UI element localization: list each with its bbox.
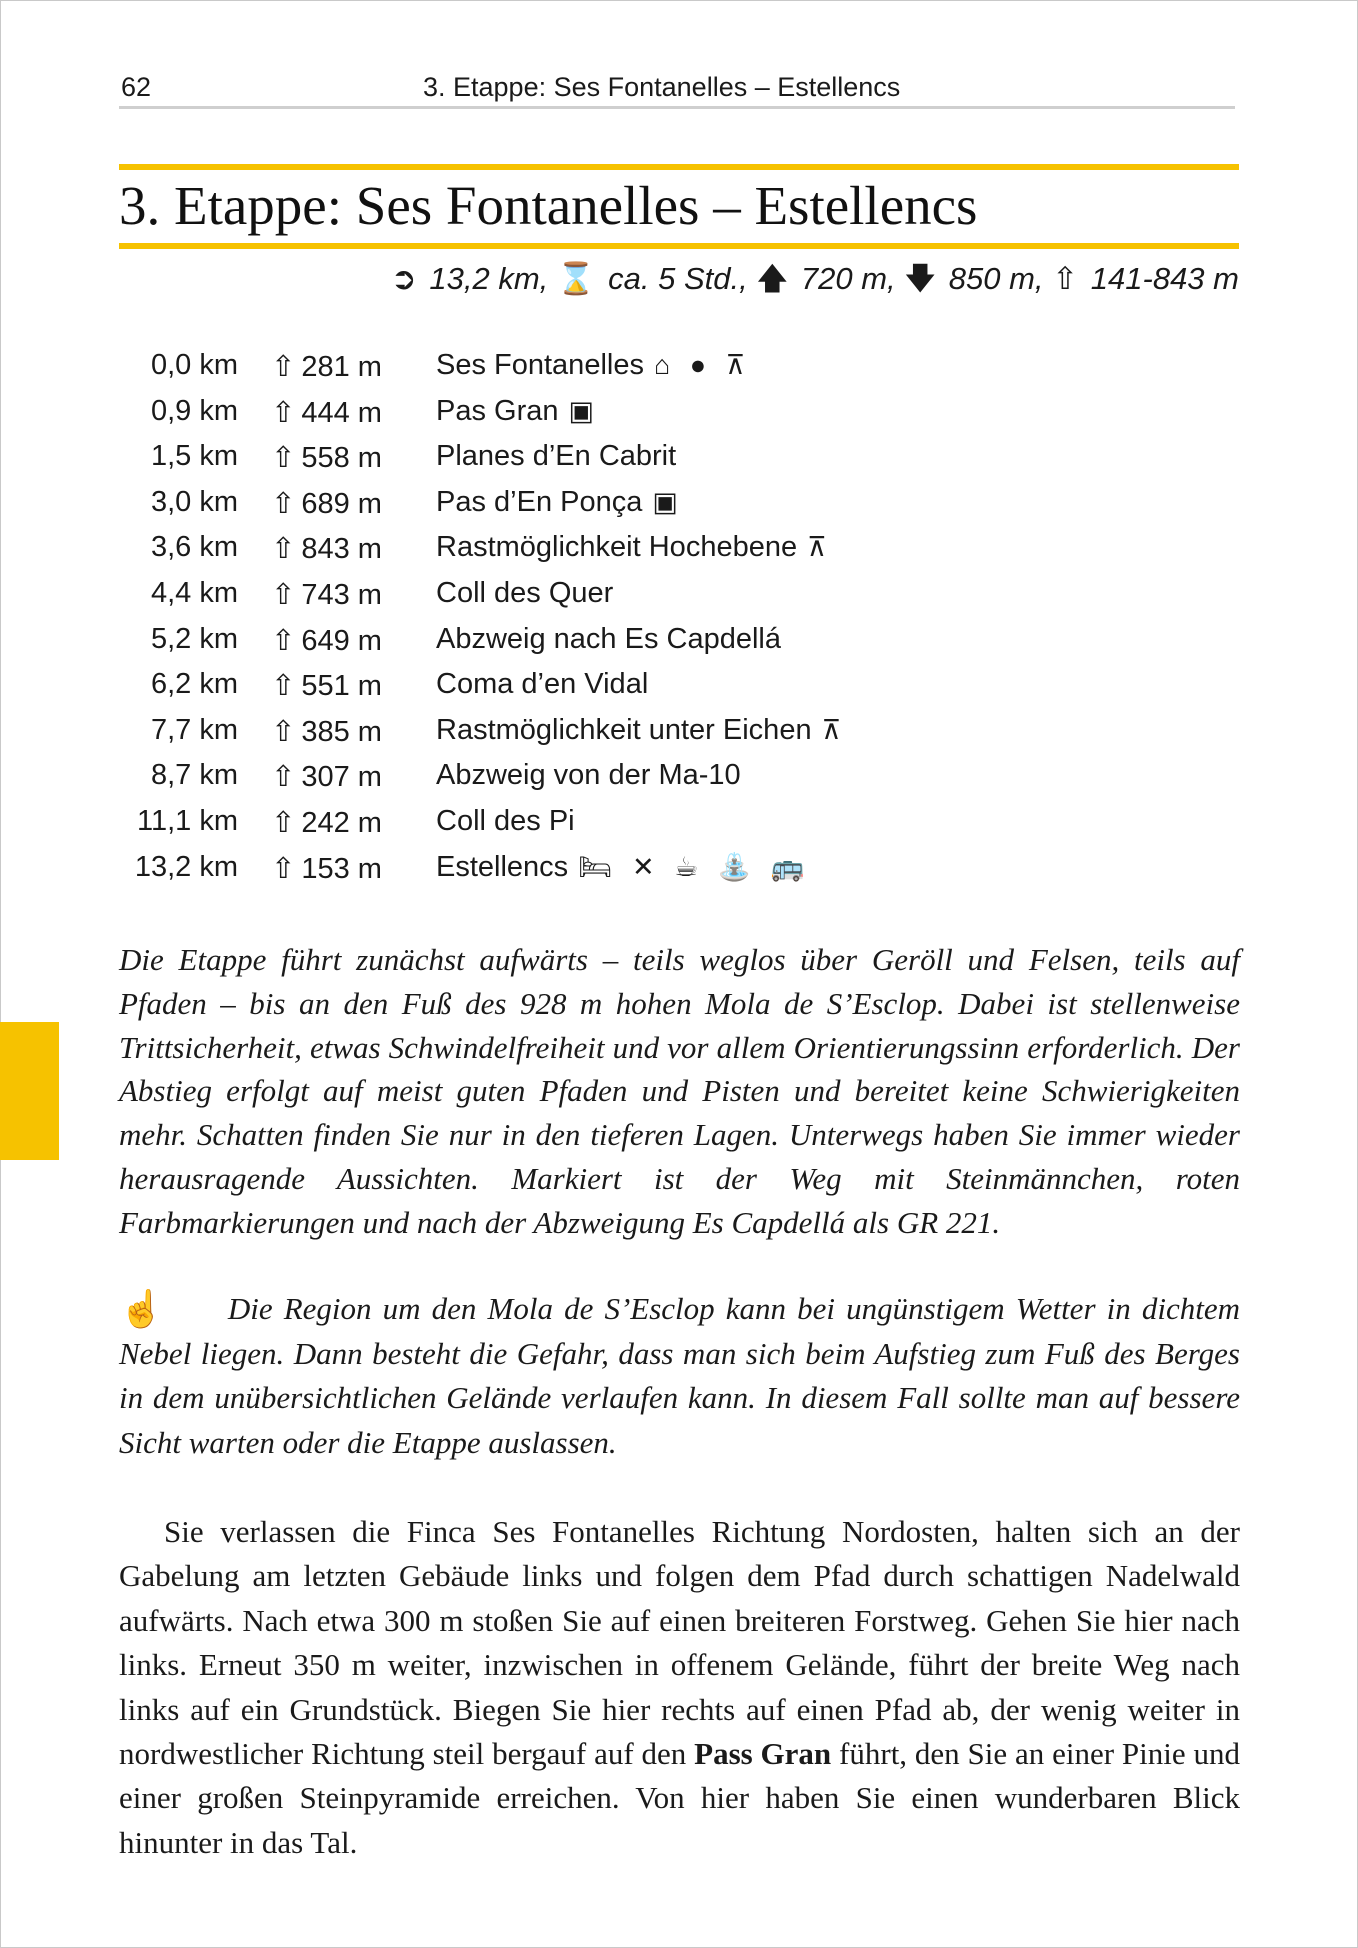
stat-distance: 13,2 km,: [429, 261, 549, 296]
waypoint-place: [436, 440, 686, 473]
warning-paragraph: [119, 1287, 1240, 1465]
waypoint-altitude: [271, 395, 382, 430]
waypoint-place-name: Coll des Quer: [436, 576, 614, 609]
waypoint-place-name: Pas Gran: [436, 394, 559, 427]
waypoint-place: [436, 395, 600, 428]
waypoint-facility-icons: ⌂ ● ⊼: [653, 350, 752, 380]
waypoint-alt-value: 551 m: [301, 670, 382, 703]
waypoint-altitude: [271, 440, 382, 475]
altitude-arrow-icon: ⇧: [271, 351, 296, 383]
waypoint-km: 5,2 km: [150, 622, 238, 655]
waypoint-place-name: Coma d’en Vidal: [436, 668, 649, 701]
waypoint-place-name: Rastmöglichkeit unter Eichen: [436, 713, 812, 746]
waypoint-row: [119, 714, 919, 760]
altitude-arrow-icon: ⇧: [271, 624, 296, 657]
waypoint-row: [119, 668, 919, 714]
waypoint-km: 3,0 km: [150, 485, 238, 518]
waypoint-km: 0,0 km: [150, 349, 238, 381]
waypoint-altitude: [271, 759, 382, 794]
waypoint-alt-value: 649 m: [301, 624, 382, 657]
waypoint-altitude: [271, 805, 382, 840]
waypoint-altitude: [271, 577, 382, 612]
waypoint-facility-icons: ⊼: [821, 714, 848, 745]
waypoint-row: [119, 805, 919, 851]
running-header: [119, 68, 1235, 109]
waypoint-row: [119, 577, 919, 623]
place-name-pass-gran: Pass Gran: [694, 1736, 832, 1772]
waypoint-alt-value: 843 m: [301, 533, 382, 566]
altitude-arrow-icon: ⇧: [271, 852, 296, 885]
hand-warning-icon: ☝: [119, 1289, 164, 1329]
waypoint-altitude: [271, 486, 382, 521]
waypoint-altitude: [271, 531, 382, 566]
altitude-arrow-icon: ⇧: [271, 761, 296, 794]
waypoint-km: 13,2 km: [134, 850, 238, 883]
stage-title: 3. Etappe: Ses Fontanelles – Estellencs: [119, 175, 978, 236]
route-text-part1: Sie verlassen die Finca Ses Fontanelles Richtung Nordosten, halten sich an der Gabelung am letzten Gebäude links und folgen dem Pfad durch schattigen Nadelwald aufwärts. Nach etwa 300 m stoßen Sie auf einen breiteren Forstweg. Gehen Sie hier nach links. Erneut 350 m weiter, inzwischen in offenem Gelände, führt der breite Weg nach links auf ein Grundstück. Biegen Sie hier rechts auf einen Pfad ab, der wenig weiter in nordwestlicher Richtung steil bergauf auf den: [119, 1514, 1240, 1772]
waypoint-facility-icons: ▣: [568, 395, 601, 426]
waypoint-table: [119, 349, 919, 896]
waypoint-altitude: [271, 623, 382, 658]
waypoint-altitude: [271, 668, 382, 703]
hourglass-icon: ⌛: [556, 261, 596, 296]
waypoint-altitude: [271, 851, 382, 886]
waypoint-row: [119, 349, 919, 395]
route-text-part2: führt, den Sie an einer Pinie und einer großen Steinpyramide erreichen. Von hier haben Sie einen wunderbaren Blick hinunter in das Tal.: [119, 1736, 1241, 1860]
route-description: [119, 1510, 1240, 1865]
waypoint-alt-value: 743 m: [301, 578, 382, 611]
waypoint-alt-value: 307 m: [301, 761, 382, 794]
waypoint-row: [119, 440, 919, 486]
waypoint-place-name: Rastmöglichkeit Hochebene: [436, 531, 798, 564]
waypoint-place: [436, 623, 791, 656]
waypoint-place-name: Pas d’En Ponça: [436, 485, 643, 518]
waypoint-km: 1,5 km: [150, 440, 238, 473]
waypoint-place-name: Abzweig nach Es Capdellá: [436, 622, 781, 655]
waypoint-facility-icons: 🛏 ✕ ☕ ⛲ 🚌: [578, 851, 811, 882]
waypoint-facility-icons: ▣: [652, 486, 684, 517]
running-title: 3. Etappe: Ses Fontanelles – Estellencs: [423, 72, 901, 102]
waypoint-place-name: Estellencs: [436, 850, 569, 883]
waypoint-km: 4,4 km: [150, 576, 238, 609]
stat-ascent: 720 m,: [800, 261, 896, 296]
waypoint-place: [436, 714, 847, 747]
waypoint-alt-value: 558 m: [301, 442, 382, 475]
stat-duration: ca. 5 Std.,: [608, 261, 748, 296]
waypoint-place: [436, 486, 684, 519]
waypoint-place-name: Coll des Pi: [436, 804, 575, 837]
stat-descent: 850 m,: [948, 261, 1044, 296]
arrow-down-icon: 🡇: [904, 261, 937, 296]
waypoint-facility-icons: ⊼: [807, 532, 833, 563]
waypoint-place: [436, 349, 751, 382]
stage-stats: [391, 256, 1239, 309]
arrow-up-icon: 🡅: [756, 261, 789, 296]
waypoint-alt-value: 689 m: [301, 487, 382, 520]
waypoint-alt-value: 153 m: [301, 852, 382, 885]
altitude-arrow-icon: ⇧: [271, 533, 296, 566]
waypoint-km: 7,7 km: [150, 713, 238, 746]
hollow-up-arrow-icon: ⇧: [1052, 261, 1079, 296]
waypoint-alt-value: 242 m: [301, 806, 382, 839]
altitude-arrow-icon: ⇧: [271, 396, 296, 429]
waypoint-row: [119, 759, 919, 805]
title-block: [119, 164, 1239, 249]
waypoint-row: [119, 395, 919, 441]
waypoint-alt-value: 385 m: [301, 715, 382, 748]
altitude-arrow-icon: ⇧: [271, 442, 296, 475]
altitude-arrow-icon: ⇧: [271, 578, 296, 611]
intro-paragraph: Die Etappe führt zunächst aufwärts – teils weglos über Geröll und Felsen, teils auf Pfaden – bis an den Fuß des 928 m hohen Mola de S’Esclop. Dabei ist stellenweise Trittsicherheit, etwas Schwindelfreiheit und vor allem Orientierungssinn erforderlich. Der Abstieg erfolgt auf meist guten Pfaden und Pisten und bereitet keine Schwierigkeiten mehr. Schatten finden Sie nur in den tieferen Lagen. Unterwegs haben Sie immer wieder herausragende Aussichten. Markiert ist der Weg mit Steinmännchen, roten Farbmarkierungen und nach der Abzweigung Es Capdellá als GR 221.: [119, 942, 1240, 1240]
stat-altitude-range: 141-843 m: [1090, 261, 1239, 296]
waypoint-km: 6,2 km: [150, 668, 238, 701]
warning-text: Die Region um den Mola de S’Esclop kann bei ungünstigem Wetter in dichtem Nebel liegen. Dann besteht die Gefahr, dass man sich beim Aufstieg zum Fuß des Berges in dem unübersichtlichen Gelände verlaufen kann. In diesem Fall sollte man auf bessere Sicht warten oder die Etappe auslassen.: [119, 1291, 1240, 1460]
waypoint-place: [436, 531, 833, 564]
waypoint-place-name: Abzweig von der Ma-10: [436, 759, 741, 792]
waypoint-altitude: [271, 349, 382, 384]
waypoint-place: [436, 759, 751, 792]
waypoint-altitude: [271, 714, 382, 749]
waypoint-km: 8,7 km: [150, 759, 238, 792]
waypoint-km: 3,6 km: [150, 531, 238, 564]
waypoint-place-name: Planes d’En Cabrit: [436, 440, 677, 473]
waypoint-place: [436, 668, 658, 701]
altitude-arrow-icon: ⇧: [271, 806, 296, 839]
waypoint-alt-value: 444 m: [301, 396, 382, 429]
chapter-tab-marker: [0, 1022, 59, 1160]
waypoint-place: [436, 577, 623, 610]
page-number: 62: [121, 72, 152, 102]
loop-arrow-icon: ➲: [390, 261, 417, 296]
waypoint-place: [436, 805, 585, 838]
waypoint-km: 0,9 km: [150, 394, 238, 427]
waypoint-place: [436, 851, 811, 884]
waypoint-alt-value: 281 m: [301, 351, 382, 383]
altitude-arrow-icon: ⇧: [271, 487, 296, 520]
waypoint-row: [119, 531, 919, 577]
waypoint-place-name: Ses Fontanelles: [436, 349, 644, 381]
waypoint-row: [119, 623, 919, 669]
waypoint-row: [119, 851, 919, 897]
waypoint-km: 11,1 km: [136, 804, 238, 837]
altitude-arrow-icon: ⇧: [271, 715, 296, 748]
altitude-arrow-icon: ⇧: [271, 670, 296, 703]
waypoint-row: [119, 486, 919, 532]
